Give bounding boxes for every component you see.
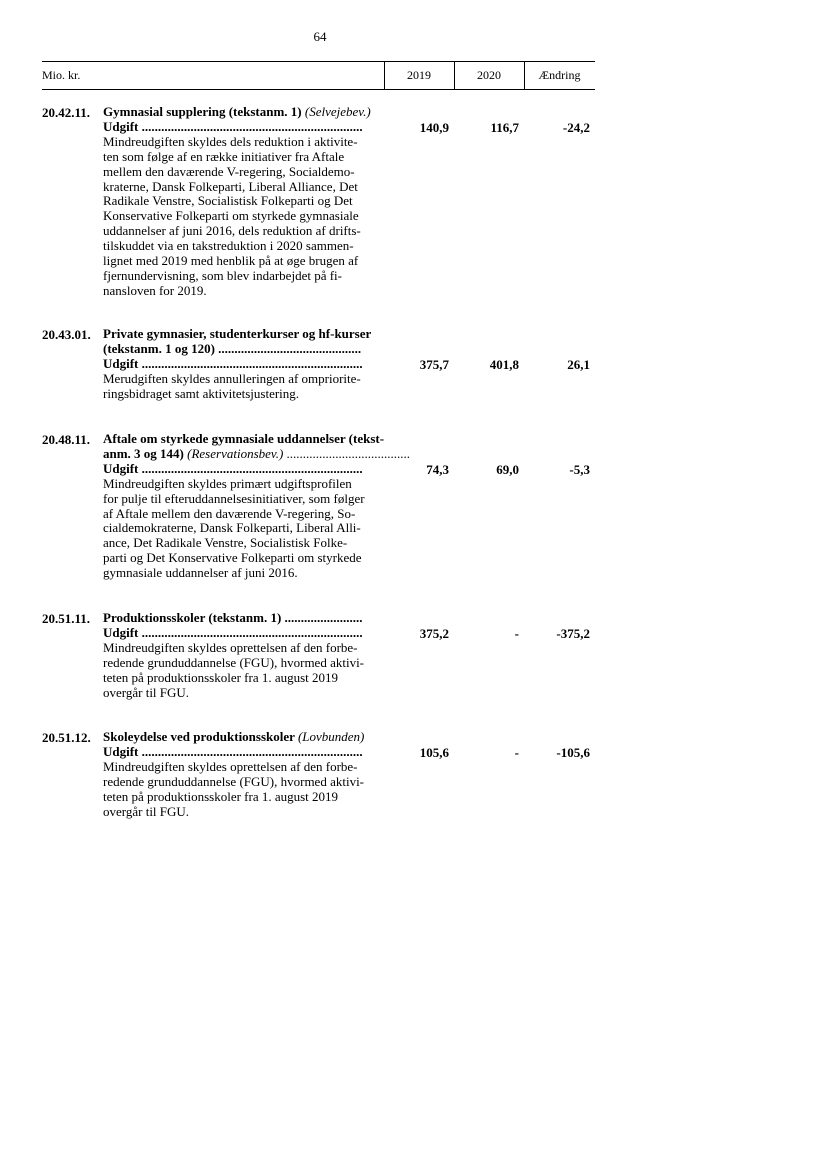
entry-title (103, 730, 383, 745)
udgift-label: Udgift .................................................................... (103, 624, 363, 640)
description-line: uddannelser af juni 2016, dels reduktion af drifts- (103, 223, 361, 239)
udgift-label: Udgift .................................................................... (103, 118, 363, 134)
account-code: 20.48.11. (42, 432, 91, 447)
entry-body (103, 730, 383, 819)
entry-title: Private gymnasier, studenterkurser og hf-kurser (103, 326, 372, 341)
entry-title-continued: (tekstanm. 1 og 120) ............................................ (103, 340, 362, 356)
entry-title: Aftale om styrkede gymnasiale uddannelser (tekst- (103, 431, 385, 446)
value-2019: 140,9 (419, 120, 449, 135)
value-2020: - (514, 626, 519, 641)
entry-body (103, 431, 411, 581)
description-line: ringsbidraget samt aktivitetsjustering. (103, 385, 300, 401)
value-2020: 401,8 (489, 357, 519, 372)
description-line: af Aftale mellem den daværende V-regering, So- (103, 505, 356, 521)
description-line: mellem den daværende V-regering, Socialdemo- (103, 163, 355, 179)
account-code: 20.51.12. (42, 730, 91, 745)
description-line: Mindreudgiften skyldes dels reduktion i aktivite- (103, 133, 358, 149)
page-number: 64 (313, 29, 327, 44)
description-line: Mindreudgiften skyldes oprettelsen af den forbe- (103, 758, 358, 774)
entry-title: Produktionsskoler (tekstanm. 1) ........................ (103, 610, 363, 625)
description-line: cialdemokraterne, Dansk Folkeparti, Liberal Alli- (103, 520, 361, 536)
value-change: -5,3 (569, 462, 590, 477)
description-line: Merudgiften skyldes annulleringen af ompriorite- (103, 370, 361, 386)
value-2020: - (514, 745, 519, 760)
udgift-label: Udgift .................................................................... (103, 355, 363, 371)
title-note: (Selvejebev.) (304, 104, 371, 119)
udgift-label: Udgift .................................................................... (103, 743, 363, 759)
entry-body (103, 611, 383, 700)
description-line: redende grunduddannelse (FGU), hvormed aktivi- (103, 773, 365, 789)
leader-dots: ...................................... (283, 445, 411, 461)
entry-description (103, 135, 383, 299)
description-line: kraterne, Dansk Folkeparti, Liberal Alliance, Det (103, 178, 358, 194)
description-line: teten på produktionsskoler fra 1. august 2019 (103, 788, 339, 804)
value-change: -375,2 (556, 626, 590, 641)
value-2019: 375,7 (419, 357, 449, 372)
description-line: Mindreudgiften skyldes primært udgiftsprofilen (103, 475, 352, 491)
entry-body (103, 327, 383, 402)
description-line: Konservative Folkeparti om styrkede gymnasiale (103, 208, 359, 224)
title-note: (Reservationsbev.) (187, 445, 284, 461)
description-line: ance, Det Radikale Venstre, Socialistisk Folke- (103, 535, 348, 551)
description-line: Mindreudgiften skyldes oprettelsen af den forbe- (103, 639, 358, 655)
entry-title-continued (103, 445, 411, 462)
account-code: 20.43.01. (42, 327, 91, 342)
table-header (42, 61, 595, 90)
value-2020: 116,7 (490, 120, 519, 135)
column-header-change: Ændring (538, 68, 581, 82)
title-text: Skoleydelse ved produktionsskoler (103, 729, 298, 744)
description-line: nansloven for 2019. (103, 282, 207, 298)
value-change: -105,6 (556, 745, 590, 760)
entry-description (103, 372, 383, 402)
description-line: parti og Det Konservative Folkeparti om styrkede (103, 550, 362, 566)
description-line: tilskuddet via en takstreduktion i 2020 sammen- (103, 238, 354, 254)
value-change: -24,2 (562, 120, 590, 135)
description-line: gymnasiale uddannelser af juni 2016. (103, 565, 298, 581)
value-2019: 375,2 (419, 626, 449, 641)
title-text: Gymnasial supplering (tekstanm. 1) (103, 104, 305, 119)
description-line: Radikale Venstre, Socialistisk Folkeparti og Det (103, 193, 353, 209)
value-2019: 74,3 (426, 462, 449, 477)
description-line: for pulje til efteruddannelsesinitiativer, som følger (103, 490, 365, 506)
description-line: overgår til FGU. (103, 684, 190, 700)
entry-description (103, 760, 383, 820)
title-text: anm. 3 og 144) (103, 445, 188, 461)
value-2019: 105,6 (419, 745, 449, 760)
column-header-2020: 2020 (477, 68, 501, 82)
account-code: 20.51.11. (42, 611, 91, 626)
entry-title (103, 105, 383, 120)
entry-description (103, 641, 383, 701)
column-header-2019: 2019 (407, 68, 431, 82)
description-line: fjernundervisning, som blev indarbejdet på fi- (103, 267, 342, 283)
description-line: overgår til FGU. (103, 803, 190, 819)
description-line: ten som følge af en række initiativer fra Aftale (103, 148, 345, 164)
udgift-label: Udgift .................................................................... (103, 460, 363, 476)
value-2020: 69,0 (496, 462, 519, 477)
description-line: redende grunduddannelse (FGU), hvormed aktivi- (103, 654, 365, 670)
unit-label: Mio. kr. (42, 68, 81, 82)
description-line: teten på produktionsskoler fra 1. august 2019 (103, 669, 339, 685)
title-note: (Lovbunden) (297, 729, 365, 744)
value-change: 26,1 (567, 357, 590, 372)
entry-body (103, 105, 383, 299)
account-code: 20.42.11. (42, 105, 91, 120)
description-line: lignet med 2019 med henblik på at øge brugen af (103, 253, 359, 269)
entry-description (103, 477, 383, 581)
